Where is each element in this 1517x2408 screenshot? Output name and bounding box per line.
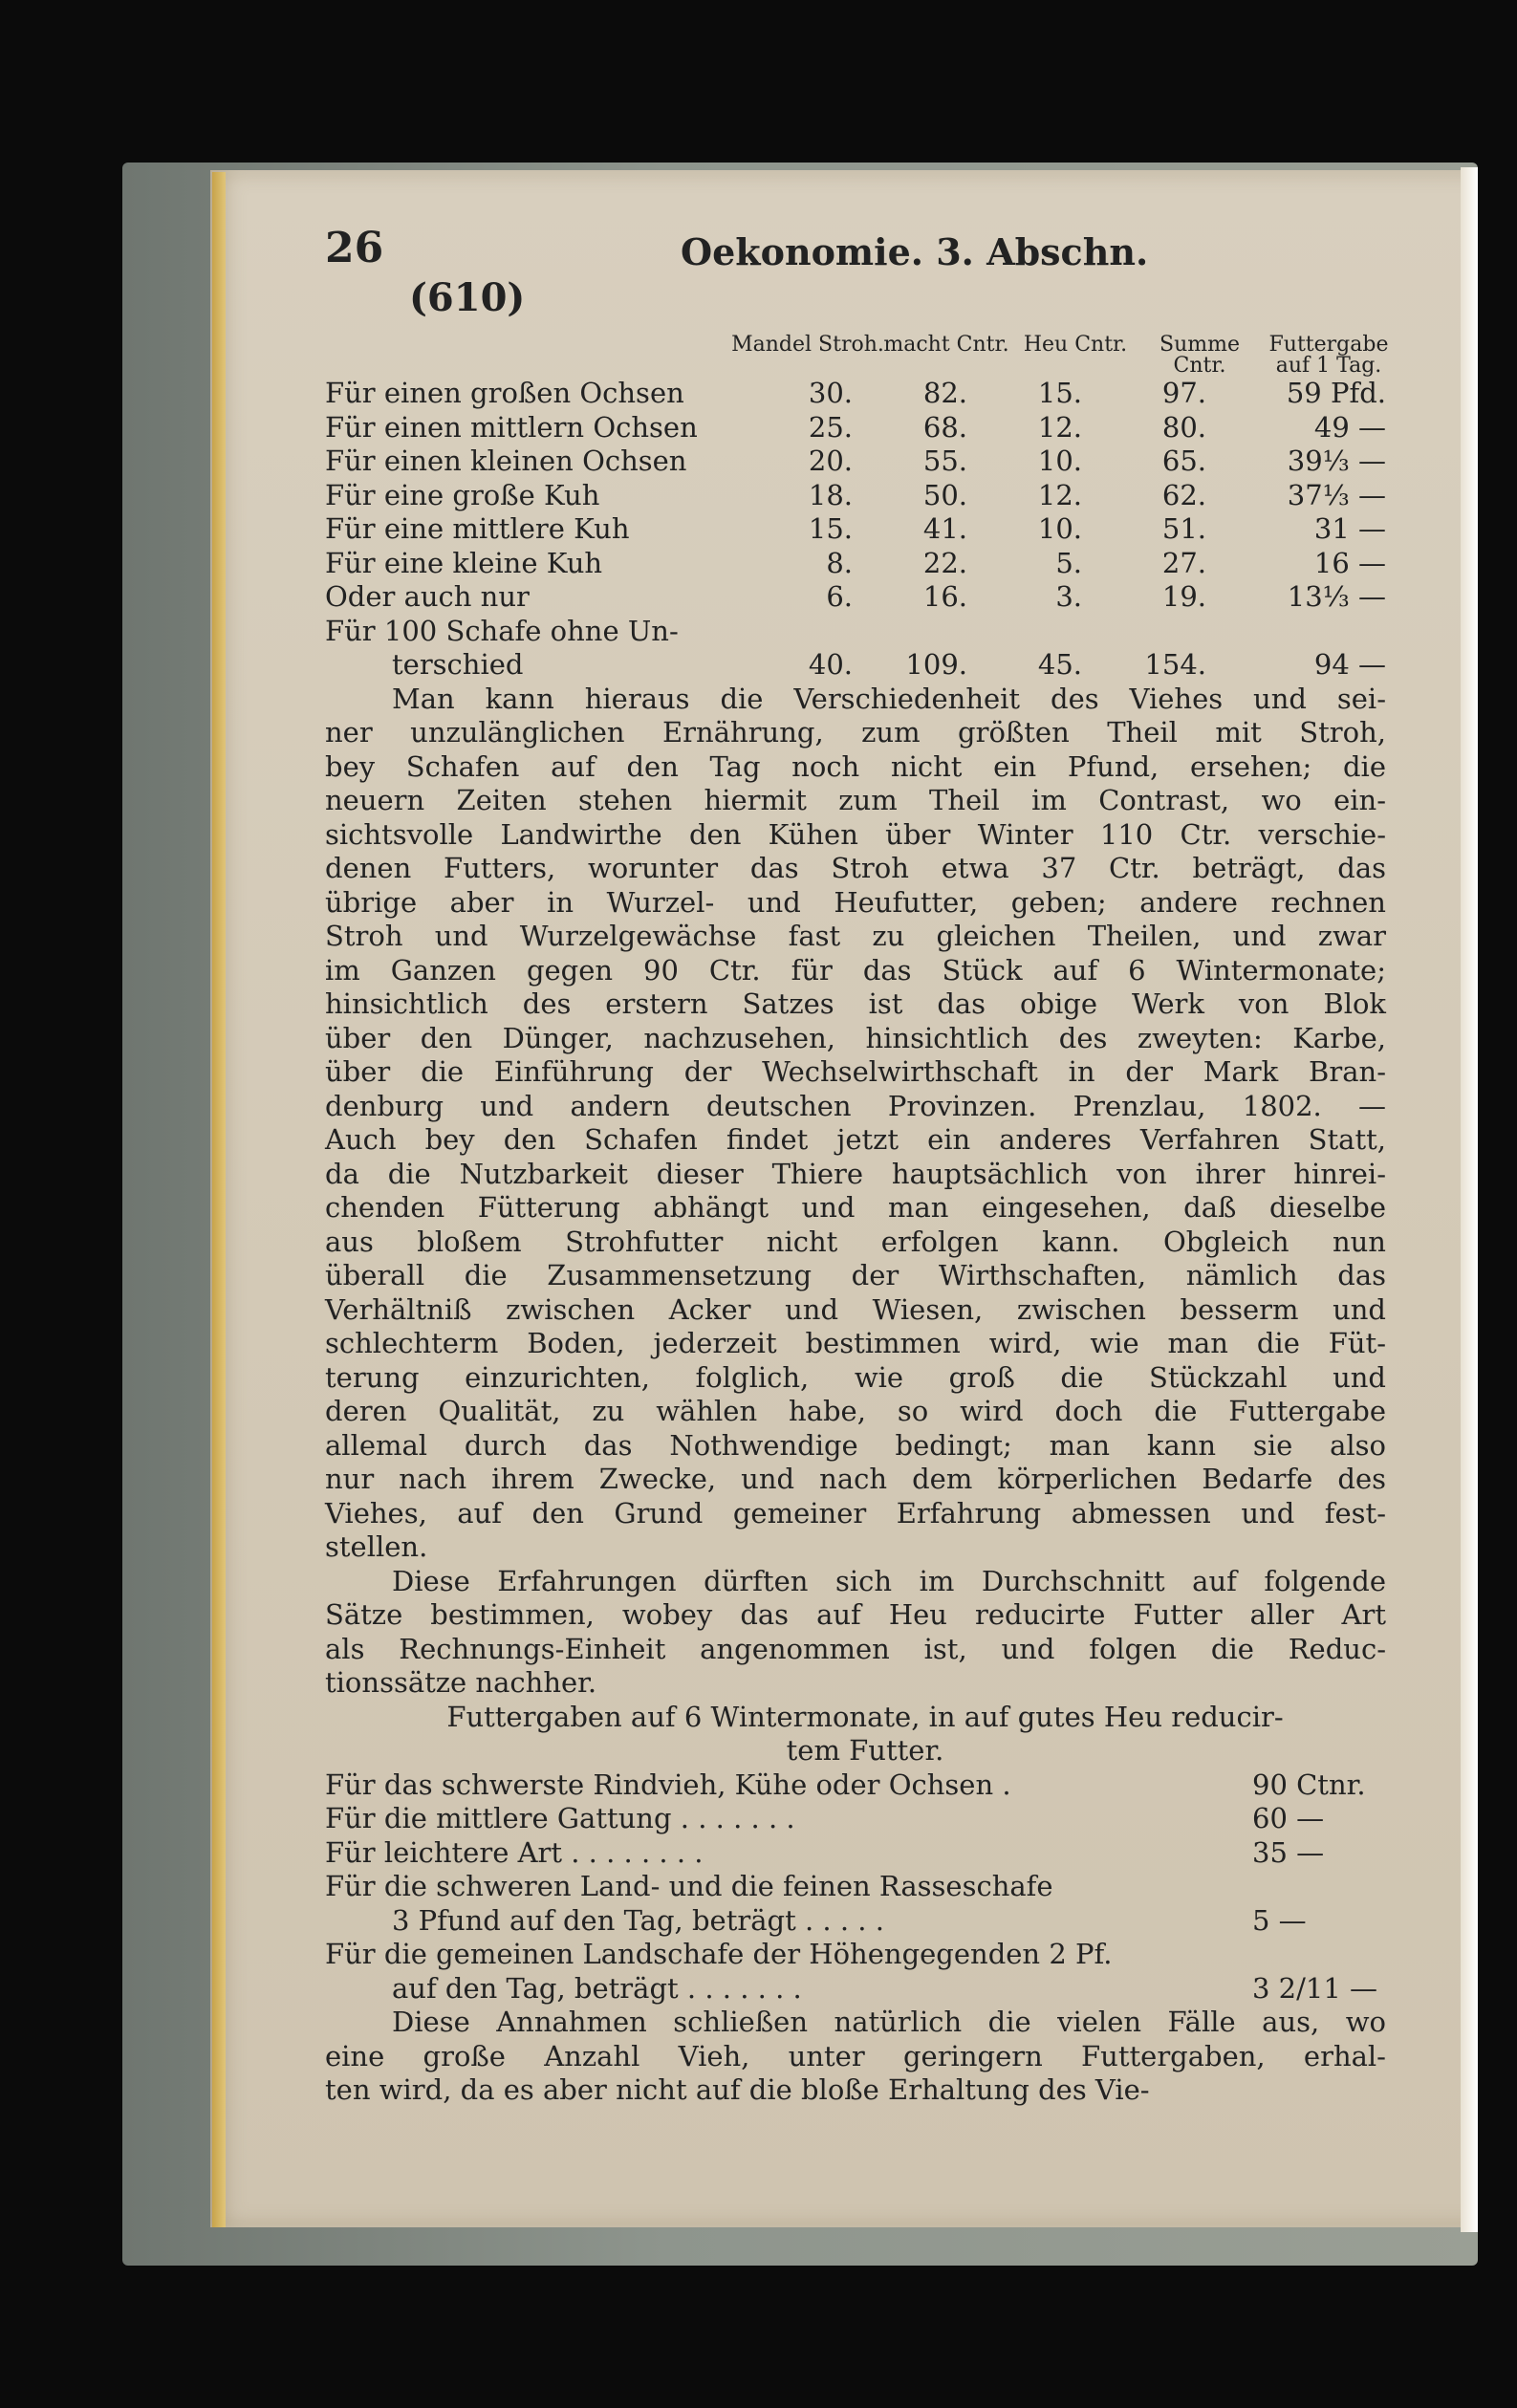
winter-table-row <box>325 1768 1386 1803</box>
winter-table-row <box>325 1870 1386 1904</box>
text-line: sichtsvolle Landwirthe den Kühen über Winter 110 Ctr. verschie- <box>325 817 1386 851</box>
winter-table-row <box>325 1972 1386 2007</box>
text-line: über den Dünger, nachzusehen, hinsichtlich des zweyten: Karbe, <box>325 1021 1386 1054</box>
row-cell <box>1082 615 1206 649</box>
row-label: 3 Pfund auf den Tag, beträgt . . . . . <box>392 1903 884 1937</box>
text-line: da die Nutzbarkeit dieser Thiere hauptsächlich von ihrer hinrei- <box>325 1157 1386 1190</box>
row-cell: 10. <box>1037 445 1082 477</box>
col-header-mandel: Mandel Stroh. <box>731 333 884 357</box>
title-line: tem Futter. <box>786 1734 944 1767</box>
winter-table-row <box>325 1938 1386 1972</box>
col-header-summe: Summe Cntr. <box>1159 333 1240 378</box>
row-cell <box>967 615 1082 649</box>
page-number: 26 <box>325 224 384 272</box>
row-value <box>1252 1870 1386 1904</box>
row-label: Für einen großen Ochsen <box>325 377 684 409</box>
feed-table-row <box>325 411 1386 445</box>
row-cell: 51. <box>1161 512 1206 545</box>
row-cell: 40. <box>808 648 853 681</box>
feed-table-row <box>325 547 1386 581</box>
text-line: eine große Anzahl Vieh, unter geringern Futtergaben, erhal- <box>325 2039 1386 2072</box>
row-value: 60 — <box>1252 1802 1325 1834</box>
text-line: überall die Zusammensetzung der Wirthschaften, nämlich das <box>325 1259 1386 1291</box>
text-line: Viehes, auf den Grund gemeiner Erfahrung abmessen und fest- <box>325 1496 1386 1529</box>
running-head: Oekonomie. 3. Abschn. <box>681 230 1149 273</box>
text-line: Diese Annahmen schließen natürlich die vielen Fälle aus, wo <box>392 2006 1386 2038</box>
page-fore-edge <box>1461 167 1478 2232</box>
col-header-macht: macht Cntr. <box>883 333 1009 357</box>
row-cell: 12. <box>1037 410 1082 444</box>
row-cell: 45. <box>1037 648 1082 681</box>
row-cell: 55. <box>922 445 967 477</box>
row-label: Für das schwerste Rindvieh, Kühe oder Ochsen . <box>325 1768 1011 1801</box>
text-line: ner unzulänglichen Ernährung, zum größten Theil mit Stroh, <box>325 716 1386 748</box>
text-line: Diese Erfahrungen dürften sich im Durchschnitt auf folgende <box>392 1564 1386 1597</box>
row-cell: 109. <box>905 648 967 681</box>
row-label: terschied <box>392 648 524 681</box>
row-cell: 22. <box>922 546 967 579</box>
winter-table-title <box>325 1701 1386 1768</box>
text-line: allemal durch das Nothwendige bedingt; man kann sie also <box>325 1428 1386 1462</box>
row-cell: 97. <box>1161 377 1206 409</box>
text-line: Stroh und Wurzelgewächse fast zu gleichen Theilen, und zwar <box>325 920 1386 952</box>
row-cell: 16 — <box>1313 546 1386 579</box>
col-header-heu: Heu Cntr. <box>1023 333 1128 357</box>
row-cell: 20. <box>808 445 853 477</box>
winter-table <box>325 1768 1386 2007</box>
row-cell: 27. <box>1161 546 1206 579</box>
row-cell: 65. <box>1161 445 1206 477</box>
row-label: Für einen mittlern Ochsen <box>325 410 698 444</box>
row-cell <box>748 615 853 649</box>
row-value: 5 — <box>1252 1903 1307 1937</box>
section-number: (610) <box>409 275 526 320</box>
text-line: neuern Zeiten stehen hiermit zum Theil im Contrast, wo ein- <box>325 784 1386 816</box>
row-cell: 154. <box>1144 648 1206 681</box>
text-line: aus bloßem Strohfutter nicht erfolgen kann. Obgleich nun <box>325 1225 1386 1258</box>
text-line: als Rechnungs-Einheit angenommen ist, und folgen die Reduc- <box>325 1632 1386 1665</box>
title-line: Futtergaben auf 6 Wintermonate, in auf gutes Heu reducir- <box>446 1700 1284 1733</box>
text-line: übrige aber in Wurzel- und Heufutter, geben; andere rechnen <box>325 885 1386 919</box>
row-cell: 3. <box>1055 580 1082 613</box>
row-cell: 59 Pfd. <box>1286 377 1386 409</box>
gilt-page-edge <box>212 172 226 2227</box>
row-cell: 6. <box>826 580 853 613</box>
text-line: stellen. <box>325 1530 428 1563</box>
text-line: tionssätze nachher. <box>325 1666 597 1699</box>
row-cell: 31 — <box>1313 512 1386 545</box>
row-cell: 19. <box>1161 580 1206 613</box>
row-cell: 16. <box>922 580 967 613</box>
text-line: ten wird, da es aber nicht auf die bloße Erhaltung des Vie- <box>325 2073 1150 2106</box>
text-line: im Ganzen gegen 90 Ctr. für das Stück auf 6 Wintermonate; <box>325 953 1386 987</box>
row-cell: 13⅓ — <box>1287 580 1386 613</box>
page-text <box>325 224 1389 2108</box>
row-label: Für eine große Kuh <box>325 478 600 511</box>
row-cell: 15. <box>808 512 853 545</box>
text-line: denburg und andern deutschen Provinzen. Prenzlau, 1802. — <box>325 1089 1386 1122</box>
text-line: nur nach ihrem Zwecke, und nach dem körperlichen Bedarfe des <box>325 1463 1386 1495</box>
row-label: auf den Tag, beträgt . . . . . . . <box>392 1971 802 2005</box>
paragraph-3 <box>325 2006 1386 2108</box>
row-cell: 68. <box>922 410 967 444</box>
feed-table-row <box>325 512 1386 547</box>
row-label: Für eine mittlere Kuh <box>325 512 630 545</box>
col-header-futtergabe: Futtergabe auf 1 Tag. <box>1268 333 1389 378</box>
row-cell: 80. <box>1161 410 1206 444</box>
row-label: Für eine kleine Kuh <box>325 546 603 579</box>
row-label: Für die mittlere Gattung . . . . . . . <box>325 1802 795 1834</box>
row-cell: 49 — <box>1313 410 1386 444</box>
row-label: Für 100 Schafe ohne Un- <box>325 614 679 647</box>
row-cell: 12. <box>1037 478 1082 511</box>
row-cell: 18. <box>808 478 853 511</box>
text-line: Verhältniß zwischen Acker und Wiesen, zwischen besserm und <box>325 1292 1386 1326</box>
text-line: über die Einführung der Wechselwirthschaft in der Mark Bran- <box>325 1055 1386 1088</box>
row-value: 35 — <box>1252 1835 1325 1869</box>
row-cell <box>853 615 967 649</box>
text-line: deren Qualität, zu wählen habe, so wird doch die Futtergabe <box>325 1395 1386 1427</box>
text-line: schlechterm Boden, jederzeit bestimmen wird, wie man die Füt- <box>325 1327 1386 1359</box>
row-cell: 30. <box>808 377 853 409</box>
feed-table-row <box>325 580 1386 615</box>
feed-table-row <box>325 445 1386 479</box>
row-label: Für einen kleinen Ochsen <box>325 445 687 477</box>
text-line: Sätze bestimmen, wobey das auf Heu reducirte Futter aller Art <box>325 1598 1386 1631</box>
row-cell <box>1206 615 1386 649</box>
row-cell: 10. <box>1037 512 1082 545</box>
row-value: 3 2/11 — <box>1252 1971 1378 2005</box>
row-cell: 41. <box>922 512 967 545</box>
row-label: Für leichtere Art . . . . . . . . <box>325 1835 704 1869</box>
row-cell: 50. <box>922 478 967 511</box>
row-value <box>1252 1938 1386 1972</box>
row-cell: 37⅓ — <box>1287 478 1386 511</box>
text-line: Auch bey den Schafen findet jetzt ein anderes Verfahren Statt, <box>325 1123 1386 1156</box>
row-value: 90 Ctnr. <box>1252 1768 1366 1801</box>
text-line: denen Futters, worunter das Stroh etwa 37 Ctr. beträgt, das <box>325 852 1386 884</box>
feed-table-row <box>325 648 1386 683</box>
page-header <box>325 224 1386 281</box>
row-cell: 5. <box>1055 546 1082 579</box>
text-line: chenden Fütterung abhängt und man eingesehen, daß dieselbe <box>325 1191 1386 1224</box>
row-cell: 62. <box>1161 478 1206 511</box>
feed-table-row <box>325 479 1386 513</box>
row-cell: 94 — <box>1313 648 1386 681</box>
row-cell: 8. <box>826 546 853 579</box>
row-cell: 15. <box>1037 377 1082 409</box>
winter-table-row <box>325 1904 1386 1939</box>
row-label: Für die schweren Land- und die feinen Rasseschafe <box>325 1870 1053 1902</box>
row-cell: 82. <box>922 377 967 409</box>
winter-table-row <box>325 1802 1386 1836</box>
paragraph-1 <box>325 683 1386 1565</box>
winter-table-row <box>325 1836 1386 1871</box>
paragraph-2 <box>325 1565 1386 1701</box>
text-line: terung einzurichten, folglich, wie groß die Stückzahl und <box>325 1360 1386 1394</box>
row-label: Oder auch nur <box>325 580 530 613</box>
row-label: Für die gemeinen Landschafe der Höhengegenden 2 Pf. <box>325 1938 1113 1970</box>
row-cell: 39⅓ — <box>1287 445 1386 477</box>
feed-table-row <box>325 615 1386 649</box>
row-cell: 25. <box>808 410 853 444</box>
feed-table-column-headers <box>325 333 1389 378</box>
text-line: hinsichtlich des erstern Satzes ist das obige Werk von Blok <box>325 987 1386 1020</box>
feed-table <box>325 377 1386 683</box>
feed-table-row <box>325 377 1386 411</box>
text-line: bey Schafen auf den Tag noch nicht ein Pfund, ersehen; die <box>325 749 1386 783</box>
text-line: Man kann hieraus die Verschiedenheit des Viehes und sei- <box>392 682 1386 715</box>
